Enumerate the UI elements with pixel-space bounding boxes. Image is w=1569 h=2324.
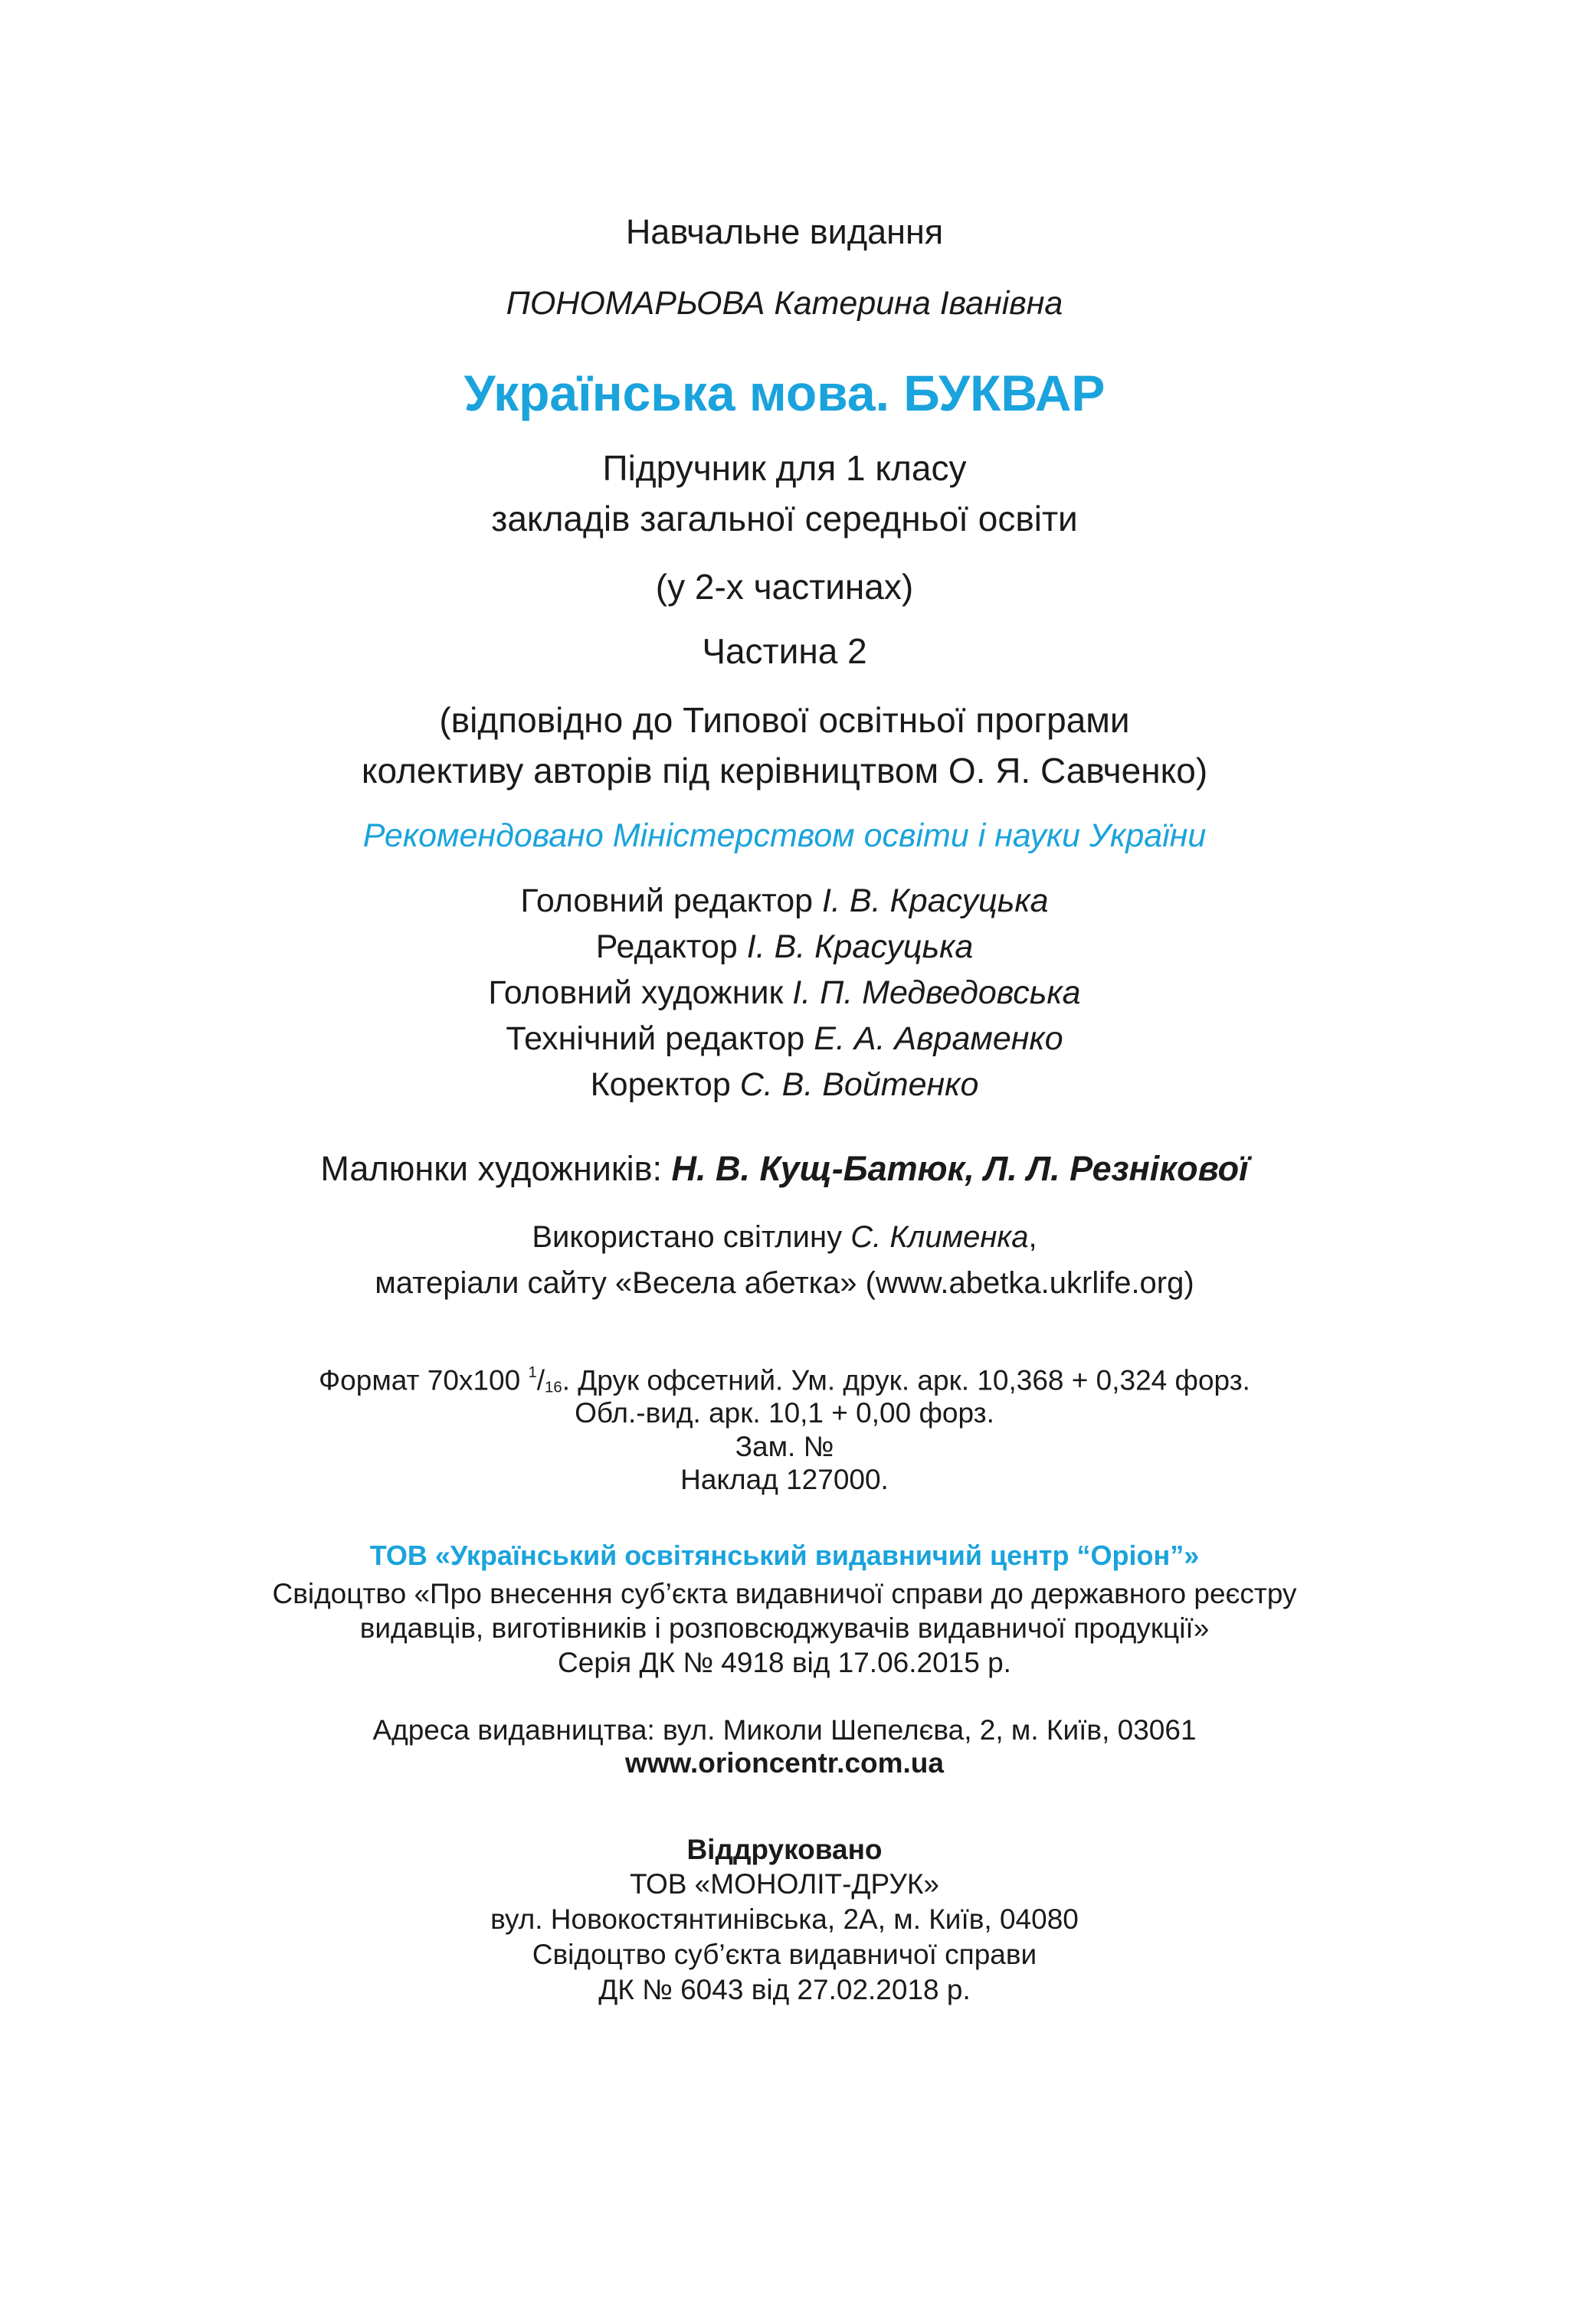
book-title: Українська мова. БУКВАР [463, 365, 1106, 421]
author-surname: ПОНОМАРЬОВА [506, 285, 765, 322]
publisher-address: Адреса видавництва: вул. Миколи Шепелєва, 2, м. Київ, 03061 [372, 1714, 1197, 1746]
credit-name: Е. А. Авраменко [814, 1020, 1063, 1057]
credit-chief-artist [0, 974, 1569, 1011]
credit-chief-editor [0, 882, 1569, 919]
fraction-denominator: 16 [545, 1379, 562, 1396]
publisher-cert-line-2: видавців, виготівників і розповсюджувачів видавничої продукції» [359, 1612, 1210, 1644]
illustrations-label: Малюнки художників: [320, 1149, 663, 1188]
credit-name: І. В. Красуцька [822, 882, 1049, 919]
illustrations-credit [0, 1151, 1569, 1186]
photo-credit-suffix: , [1028, 1220, 1037, 1254]
printer-name: ТОВ «МОНОЛІТ-ДРУК» [630, 1868, 939, 1900]
subtitle-line-1: Підручник для 1 класу [602, 448, 967, 488]
credit-name: І. П. Медведовська [792, 974, 1081, 1011]
credit-name: І. В. Красуцька [746, 928, 974, 965]
part-number: Частина 2 [702, 631, 867, 671]
obl-line: Обл.-вид. арк. 10,1 + 0,00 форз. [575, 1397, 994, 1429]
illustrations-names: Н. В. Кущ-Батюк, Л. Л. Резнікової [671, 1149, 1249, 1188]
credit-role: Технічний редактор [506, 1020, 805, 1057]
subtitle-line-2: закладів загальної середньої освіти [491, 499, 1078, 538]
author [0, 287, 1569, 320]
credit-name: С. В. Войтенко [739, 1066, 979, 1103]
program-line-1: (відповідно до Типової освітньої програми [439, 700, 1130, 740]
publisher-cert-line-1: Свідоцтво «Про внесення суб’єкта видавничої справи до державного реєстру [272, 1578, 1297, 1609]
materials-credit: матеріали сайту «Весела абетка» (www.abetka.ukrlife.org) [375, 1266, 1194, 1300]
printer-address: вул. Новокостянтинівська, 2А, м. Київ, 04080 [490, 1903, 1079, 1935]
credit-role: Редактор [595, 928, 738, 965]
print-run-line: Наклад 127000. [680, 1464, 889, 1495]
edition-type: Навчальне видання [625, 212, 944, 251]
printer-heading: Віддруковано [686, 1834, 883, 1865]
publisher-website: www.orioncentr.com.ua [625, 1747, 944, 1779]
photo-credit-prefix: Використано світлину [532, 1220, 843, 1254]
credit-role: Головний художник [488, 974, 784, 1011]
credit-technical-editor [0, 1020, 1569, 1057]
order-line: Зам. № [735, 1431, 834, 1462]
publisher-cert-line-3: Серія ДК № 4918 від 17.06.2015 р. [558, 1647, 1011, 1678]
photo-credit-name: С. Клименка [850, 1220, 1029, 1254]
format-suffix: . Друк офсетний. Ум. друк. арк. 10,368 + 0,324 форз. [562, 1364, 1250, 1396]
format-line [0, 1365, 1569, 1396]
credit-role: Коректор [590, 1066, 731, 1103]
fraction-separator: / [536, 1364, 545, 1396]
photo-credit [0, 1222, 1569, 1252]
printer-cert-number: ДК № 6043 від 27.02.2018 р. [598, 1974, 971, 2005]
author-name: Катерина Іванівна [774, 285, 1063, 322]
fraction-numerator: 1 [528, 1364, 537, 1381]
credit-role: Головний редактор [520, 882, 814, 919]
ministry-recommendation: Рекомендовано Міністерством освіти і науки України [362, 817, 1207, 854]
credit-editor [0, 928, 1569, 965]
program-line-2: колективу авторів під керівництвом О. Я. Савченко) [361, 751, 1208, 790]
parts-note: (у 2-х частинах) [655, 567, 914, 607]
publisher-name: ТОВ «Український освітянський видавничий центр “Оріон”» [369, 1540, 1200, 1571]
credit-proofreader [0, 1066, 1569, 1103]
printer-cert: Свідоцтво суб’єкта видавничої справи [532, 1939, 1037, 1970]
format-prefix: Формат 70х100 [319, 1364, 521, 1396]
